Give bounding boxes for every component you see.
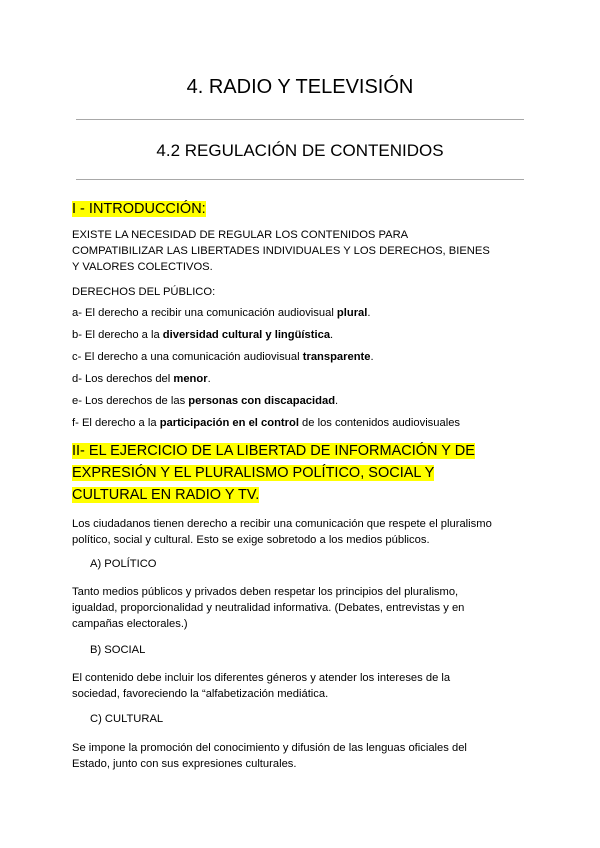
rights-item-c: c- El derecho a una comunicación audiovisual transparente. bbox=[72, 351, 374, 363]
text-line: Estado, junto con sus expresiones culturales. bbox=[72, 758, 297, 770]
subsection-label: B) SOCIAL bbox=[90, 644, 146, 656]
text-line: COMPATIBILIZAR LAS LIBERTADES INDIVIDUALES Y LOS DERECHOS, BIENES bbox=[72, 245, 490, 257]
rights-label: DERECHOS DEL PÚBLICO: bbox=[72, 286, 216, 298]
rights-item-d: d- Los derechos del menor. bbox=[72, 373, 211, 385]
text-line: igualdad, proporcionalidad y neutralidad informativa. (Debates, entrevistas y en bbox=[72, 602, 465, 614]
subsection-label: A) POLÍTICO bbox=[90, 558, 157, 570]
page-title: 4. RADIO Y TELEVISIÓN bbox=[186, 76, 414, 98]
rights-item-b: b- El derecho a la diversidad cultural y lingüística. bbox=[72, 329, 334, 341]
subsection-paragraph bbox=[72, 670, 536, 702]
rights-item-a: a- El derecho a recibir una comunicación audiovisual plural. bbox=[72, 307, 371, 319]
page-subtitle: 4.2 REGULACIÓN DE CONTENIDOS bbox=[156, 141, 444, 160]
rights-item-f: f- El derecho a la participación en el control de los contenidos audiovisuales bbox=[72, 417, 461, 429]
subsection-paragraph bbox=[72, 740, 536, 772]
section-heading: II- EL EJERCICIO DE LA LIBERTAD DE INFORMACIÓN Y DE EXPRESIÓN Y EL PLURALISMO POLÍTICO, SOCIAL Y CULTURAL EN RADIO Y TV. bbox=[72, 443, 475, 503]
text-line: EXISTE LA NECESIDAD DE REGULAR LOS CONTENIDOS PARA bbox=[72, 229, 409, 241]
text-line: Y VALORES COLECTIVOS. bbox=[72, 261, 213, 273]
subsection-label: C) CULTURAL bbox=[90, 713, 164, 725]
divider bbox=[76, 119, 524, 120]
text-line: campañas electorales.) bbox=[72, 618, 188, 630]
rights-item-e: e- Los derechos de las personas con discapacidad. bbox=[72, 395, 339, 407]
text-line: Los ciudadanos tienen derecho a recibir una comunicación que respete el pluralismo bbox=[72, 518, 492, 530]
text-line: Tanto medios públicos y privados deben respetar los principios del pluralismo, bbox=[72, 586, 459, 598]
text-line: político, social y cultural. Esto se exige sobretodo a los medios públicos. bbox=[72, 534, 430, 546]
divider bbox=[76, 179, 524, 180]
section-paragraph bbox=[72, 516, 536, 548]
intro-paragraph bbox=[72, 227, 536, 275]
subsection-paragraph bbox=[72, 584, 536, 632]
text-line: Se impone la promoción del conocimiento y difusión de las lenguas oficiales del bbox=[72, 742, 467, 754]
text-line: sociedad, favoreciendo la “alfabetización mediática. bbox=[72, 688, 329, 700]
text-line: El contenido debe incluir los diferentes géneros y atender los intereses de la bbox=[72, 672, 451, 684]
section-heading: I - INTRODUCCIÓN: bbox=[72, 201, 206, 217]
